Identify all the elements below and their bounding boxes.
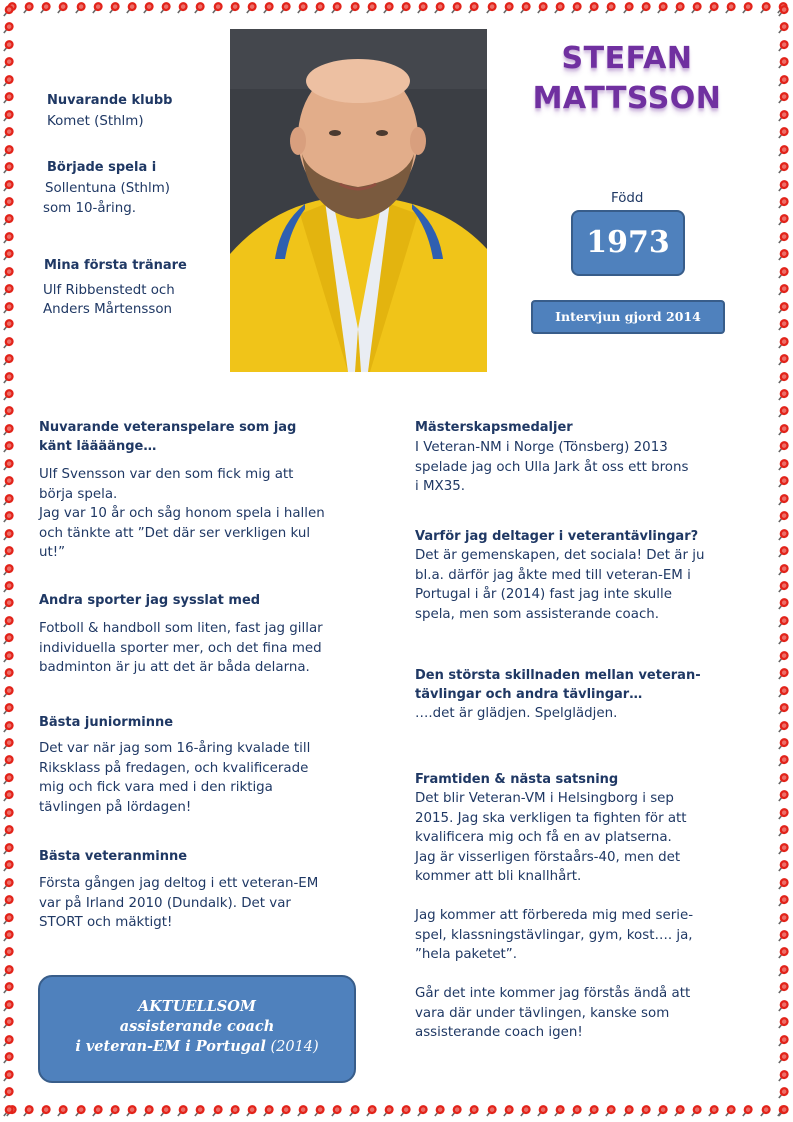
paddle-icon bbox=[1, 161, 15, 175]
paddle-icon bbox=[776, 493, 790, 507]
paddle-icon bbox=[1, 440, 15, 454]
paddle-icon bbox=[776, 91, 790, 105]
difference-label-2: tävlingar och andra tävlingar… bbox=[415, 687, 643, 702]
paddle-icon bbox=[1, 4, 15, 18]
coaches-line1: Ulf Ribbenstedt och bbox=[43, 283, 175, 298]
paddle-icon bbox=[1, 371, 15, 385]
paddle-icon bbox=[1, 789, 15, 803]
paddle-icon bbox=[603, 1, 617, 15]
paddle-icon bbox=[1, 929, 15, 943]
paddle-icon bbox=[158, 1104, 172, 1118]
paddle-icon bbox=[1, 213, 15, 227]
medals-text: I Veteran-NM i Norge (Tönsberg) 2013 spelade jag och Ulla Jark åt oss ett brons i MX35. bbox=[415, 440, 689, 494]
paddle-icon bbox=[552, 1104, 566, 1118]
name-first: STEFAN bbox=[561, 41, 693, 76]
paddle-icon bbox=[776, 842, 790, 856]
paddle-icon bbox=[312, 1104, 326, 1118]
paddle-icon bbox=[776, 475, 790, 489]
paddle-icon bbox=[1, 405, 15, 419]
paddle-icon bbox=[776, 423, 790, 437]
paddle-icon bbox=[776, 632, 790, 646]
paddle-icon bbox=[124, 1104, 138, 1118]
paddle-icon bbox=[38, 1, 52, 15]
paddle-icon bbox=[55, 1104, 69, 1118]
paddle-icon bbox=[261, 1, 275, 15]
veteran-label-1: Nuvarande veteranspelare som jag bbox=[39, 420, 297, 435]
paddle-icon bbox=[1, 475, 15, 489]
paddle-icon bbox=[776, 126, 790, 140]
paddle-icon bbox=[175, 1, 189, 15]
paddle-icon bbox=[776, 720, 790, 734]
paddle-icon bbox=[776, 248, 790, 262]
paddle-icon bbox=[535, 1, 549, 15]
paddle-icon bbox=[107, 1104, 121, 1118]
paddle-icon bbox=[312, 1, 326, 15]
paddle-icon bbox=[723, 1, 737, 15]
paddle-icon bbox=[1, 720, 15, 734]
veteran-label-2: känt läääänge… bbox=[39, 439, 157, 454]
paddle-icon bbox=[776, 1034, 790, 1048]
paddle-icon bbox=[776, 667, 790, 681]
paddle-icon bbox=[1, 21, 15, 35]
sports-label: Andra sporter jag sysslat med bbox=[39, 593, 261, 608]
paddle-icon bbox=[1, 999, 15, 1013]
birth-year-box: 1973 bbox=[571, 210, 685, 276]
paddle-icon bbox=[466, 1104, 480, 1118]
paddle-icon bbox=[518, 1104, 532, 1118]
paddle-icon bbox=[603, 1104, 617, 1118]
paddle-icon bbox=[73, 1104, 87, 1118]
paddle-icon bbox=[1, 39, 15, 53]
paddle-icon bbox=[776, 301, 790, 315]
paddle-icon bbox=[158, 1, 172, 15]
paddle-icon bbox=[1, 964, 15, 978]
paddle-icon bbox=[1, 754, 15, 768]
paddle-icon bbox=[107, 1, 121, 15]
paddle-icon bbox=[1, 1016, 15, 1030]
paddle-icon bbox=[278, 1104, 292, 1118]
paddle-icon bbox=[466, 1, 480, 15]
paddle-icon bbox=[1, 231, 15, 245]
paddle-icon bbox=[1, 1034, 15, 1048]
paddle-icon bbox=[655, 1, 669, 15]
coaches-line2: Anders Mårtensson bbox=[43, 302, 172, 317]
paddle-icon bbox=[776, 109, 790, 123]
paddle-icon bbox=[776, 580, 790, 594]
paddle-icon bbox=[776, 371, 790, 385]
border-right bbox=[776, 0, 792, 1122]
paddle-icon bbox=[364, 1104, 378, 1118]
paddle-icon bbox=[758, 1104, 772, 1118]
paddle-icon bbox=[124, 1, 138, 15]
paddle-icon bbox=[1, 650, 15, 664]
paddle-icon bbox=[776, 894, 790, 908]
paddle-icon bbox=[776, 1104, 790, 1118]
paddle-icon bbox=[776, 510, 790, 524]
future-section bbox=[415, 772, 755, 1043]
paddle-icon bbox=[227, 1, 241, 15]
paddle-icon bbox=[1, 109, 15, 123]
paddle-icon bbox=[776, 1016, 790, 1030]
paddle-icon bbox=[192, 1104, 206, 1118]
paddle-icon bbox=[1, 597, 15, 611]
paddle-icon bbox=[1, 248, 15, 262]
paddle-icon bbox=[1, 1051, 15, 1065]
paddle-icon bbox=[689, 1, 703, 15]
paddle-icon bbox=[244, 1, 258, 15]
paddle-icon bbox=[706, 1, 720, 15]
paddle-icon bbox=[432, 1, 446, 15]
paddle-icon bbox=[210, 1, 224, 15]
paddle-icon bbox=[1, 196, 15, 210]
callout-line1: AKTUELLSOM bbox=[138, 998, 256, 1015]
paddle-icon bbox=[1, 702, 15, 716]
paddle-icon bbox=[1, 91, 15, 105]
paddle-icon bbox=[776, 353, 790, 367]
paddle-icon bbox=[484, 1, 498, 15]
paddle-icon bbox=[689, 1104, 703, 1118]
sports-section bbox=[39, 593, 369, 678]
paddle-icon bbox=[1, 301, 15, 315]
paddle-icon bbox=[347, 1104, 361, 1118]
paddle-icon bbox=[621, 1104, 635, 1118]
paddle-icon bbox=[586, 1104, 600, 1118]
paddle-icon bbox=[776, 318, 790, 332]
name-last: MATTSSON bbox=[532, 81, 722, 116]
paddle-icon bbox=[776, 685, 790, 699]
paddle-icon bbox=[295, 1, 309, 15]
vetmem-label: Bästa veteranminne bbox=[39, 849, 188, 864]
paddle-icon bbox=[1, 946, 15, 960]
paddle-icon bbox=[776, 597, 790, 611]
born-label: Född bbox=[611, 191, 644, 206]
paddle-icon bbox=[776, 213, 790, 227]
paddle-icon bbox=[1, 510, 15, 524]
paddle-icon bbox=[244, 1104, 258, 1118]
club-value: Komet (Sthlm) bbox=[47, 114, 144, 129]
paddle-icon bbox=[776, 807, 790, 821]
paddle-icon bbox=[776, 929, 790, 943]
paddle-icon bbox=[1, 126, 15, 140]
difference-label-1: Den största skillnaden mellan veteran- bbox=[415, 668, 701, 683]
paddle-icon bbox=[776, 4, 790, 18]
paddle-icon bbox=[73, 1, 87, 15]
paddle-icon bbox=[1, 842, 15, 856]
paddle-icon bbox=[776, 650, 790, 664]
paddle-icon bbox=[1, 458, 15, 472]
paddle-icon bbox=[227, 1104, 241, 1118]
paddle-icon bbox=[501, 1104, 515, 1118]
paddle-icon bbox=[38, 1104, 52, 1118]
paddle-icon bbox=[569, 1, 583, 15]
paddle-icon bbox=[1, 353, 15, 367]
why-section bbox=[415, 529, 745, 624]
paddle-icon bbox=[1, 144, 15, 158]
junior-label: Bästa juniorminne bbox=[39, 715, 174, 730]
paddle-icon bbox=[381, 1, 395, 15]
paddle-icon bbox=[776, 283, 790, 297]
medals-label: Mästerskapsmedaljer bbox=[415, 420, 573, 435]
paddle-icon bbox=[655, 1104, 669, 1118]
paddle-icon bbox=[518, 1, 532, 15]
paddle-icon bbox=[776, 981, 790, 995]
difference-section bbox=[415, 666, 755, 724]
callout-line3: i veteran-EM i Portugal (2014) bbox=[75, 1038, 319, 1055]
callout-line2: assisterande coach bbox=[119, 1018, 275, 1035]
paddle-icon bbox=[1, 336, 15, 350]
paddle-icon bbox=[776, 388, 790, 402]
paddle-icon bbox=[210, 1104, 224, 1118]
paddle-icon bbox=[776, 772, 790, 786]
paddle-icon bbox=[776, 56, 790, 70]
paddle-icon bbox=[501, 1, 515, 15]
paddle-icon bbox=[776, 266, 790, 280]
paddle-icon bbox=[706, 1104, 720, 1118]
difference-text: ….det är glädjen. Spelglädjen. bbox=[415, 706, 618, 721]
paddle-icon bbox=[776, 1051, 790, 1065]
paddle-icon bbox=[261, 1104, 275, 1118]
paddle-icon bbox=[776, 144, 790, 158]
player-name bbox=[532, 43, 722, 115]
paddle-icon bbox=[1, 423, 15, 437]
paddle-icon bbox=[740, 1104, 754, 1118]
paddle-icon bbox=[776, 440, 790, 454]
vetmem-section bbox=[39, 849, 369, 933]
paddle-icon bbox=[1, 894, 15, 908]
paddle-icon bbox=[21, 1, 35, 15]
paddle-icon bbox=[1, 388, 15, 402]
future-text: Det blir Veteran-VM i Helsingborg i sep 2015. Jag ska verkligen ta fighten för att kvalificera mig och få en av platserna. Jag är visserligen förstaårs-40, men det kommer att bli knallhårt. Jag kommer att förbereda mig med serie- spel, klassningstävlingar, gym, kost…. ja, ”hela paketet”. Går det inte kommer jag förstås ändå att vara där under tävlingen, kanske som assisterande coach igen! bbox=[415, 791, 694, 1040]
paddle-icon bbox=[1, 56, 15, 70]
paddle-icon bbox=[776, 336, 790, 350]
paddle-icon bbox=[329, 1, 343, 15]
paddle-icon bbox=[21, 1104, 35, 1118]
paddle-icon bbox=[776, 999, 790, 1013]
paddle-icon bbox=[776, 859, 790, 873]
junior-section bbox=[39, 715, 369, 817]
paddle-icon bbox=[1, 563, 15, 577]
paddle-icon bbox=[449, 1104, 463, 1118]
started-label: Började spela i bbox=[47, 160, 157, 175]
current-role-callout bbox=[38, 975, 356, 1083]
paddle-icon bbox=[1, 824, 15, 838]
paddle-icon bbox=[776, 737, 790, 751]
paddle-icon bbox=[776, 912, 790, 926]
paddle-icon bbox=[776, 563, 790, 577]
paddle-icon bbox=[1, 580, 15, 594]
paddle-icon bbox=[278, 1, 292, 15]
paddle-icon bbox=[776, 39, 790, 53]
paddle-icon bbox=[776, 964, 790, 978]
paddle-icon bbox=[776, 528, 790, 542]
future-label: Framtiden & nästa satsning bbox=[415, 772, 619, 787]
paddle-icon bbox=[1, 912, 15, 926]
paddle-icon bbox=[776, 754, 790, 768]
paddle-icon bbox=[569, 1104, 583, 1118]
paddle-icon bbox=[776, 405, 790, 419]
paddle-icon bbox=[295, 1104, 309, 1118]
paddle-icon bbox=[1, 685, 15, 699]
paddle-icon bbox=[1, 772, 15, 786]
paddle-icon bbox=[175, 1104, 189, 1118]
paddle-icon bbox=[141, 1, 155, 15]
paddle-icon bbox=[1, 981, 15, 995]
paddle-icon bbox=[638, 1104, 652, 1118]
border-top bbox=[0, 1, 793, 17]
paddle-icon bbox=[1, 632, 15, 646]
paddle-icon bbox=[415, 1104, 429, 1118]
paddle-icon bbox=[535, 1104, 549, 1118]
junior-text: Det var när jag som 16-åring kvalade till Riksklass på fredagen, och kvalificerade mig och fick vara med i den riktiga tävlingen på lördagen! bbox=[39, 741, 311, 815]
paddle-icon bbox=[1, 877, 15, 891]
paddle-icon bbox=[723, 1104, 737, 1118]
paddle-icon bbox=[398, 1, 412, 15]
paddle-icon bbox=[329, 1104, 343, 1118]
paddle-icon bbox=[776, 1086, 790, 1100]
paddle-icon bbox=[776, 702, 790, 716]
paddle-icon bbox=[1, 266, 15, 280]
paddle-icon bbox=[621, 1, 635, 15]
paddle-icon bbox=[90, 1104, 104, 1118]
paddle-icon bbox=[1, 1104, 15, 1118]
paddle-icon bbox=[1, 737, 15, 751]
paddle-icon bbox=[1, 528, 15, 542]
paddle-icon bbox=[90, 1, 104, 15]
paddle-icon bbox=[1, 545, 15, 559]
paddle-icon bbox=[1, 667, 15, 681]
paddle-icon bbox=[776, 196, 790, 210]
paddle-icon bbox=[55, 1, 69, 15]
paddle-icon bbox=[776, 74, 790, 88]
paddle-icon bbox=[776, 161, 790, 175]
paddle-icon bbox=[381, 1104, 395, 1118]
paddle-icon bbox=[638, 1, 652, 15]
paddle-icon bbox=[398, 1104, 412, 1118]
paddle-icon bbox=[776, 789, 790, 803]
paddle-icon bbox=[740, 1, 754, 15]
paddle-icon bbox=[776, 179, 790, 193]
veteran-section bbox=[39, 418, 369, 563]
paddle-icon bbox=[776, 946, 790, 960]
why-text: Det är gemenskapen, det sociala! Det är ju bl.a. därför jag åkte med till veteran-EM i Portugal i år (2014) fast jag inte skulle spela, men som assisterande coach. bbox=[415, 548, 705, 622]
veteran-text: Ulf Svensson var den som fick mig att börja spela. Jag var 10 år och såg honom spela i hallen och tänkte att ”Det där ser verkligen kul ut!” bbox=[39, 467, 325, 560]
paddle-icon bbox=[776, 21, 790, 35]
medals-section bbox=[415, 420, 745, 497]
paddle-icon bbox=[449, 1, 463, 15]
paddle-icon bbox=[1, 859, 15, 873]
started-line2: som 10-åring. bbox=[43, 201, 137, 216]
interview-note-box: Intervjun gjord 2014 bbox=[531, 300, 725, 334]
paddle-icon bbox=[776, 231, 790, 245]
paddle-icon bbox=[1, 493, 15, 507]
paddle-icon bbox=[776, 824, 790, 838]
paddle-icon bbox=[415, 1, 429, 15]
paddle-icon bbox=[1, 179, 15, 193]
paddle-icon bbox=[776, 1069, 790, 1083]
paddle-icon bbox=[347, 1, 361, 15]
paddle-icon bbox=[1, 283, 15, 297]
paddle-icon bbox=[776, 458, 790, 472]
club-label: Nuvarande klubb bbox=[47, 93, 173, 108]
paddle-icon bbox=[1, 1086, 15, 1100]
sports-text: Fotboll & handboll som liten, fast jag gillar individuella sporter mer, och det fina med badminton är ju att det är båda delarna. bbox=[39, 621, 323, 675]
portrait-photo bbox=[230, 29, 487, 372]
paddle-icon bbox=[1, 1069, 15, 1083]
paddle-icon bbox=[552, 1, 566, 15]
paddle-icon bbox=[776, 615, 790, 629]
why-label: Varför jag deltager i veterantävlingar? bbox=[415, 529, 699, 544]
paddle-icon bbox=[1, 74, 15, 88]
paddle-icon bbox=[776, 877, 790, 891]
paddle-icon bbox=[1, 615, 15, 629]
paddle-icon bbox=[1, 807, 15, 821]
paddle-icon bbox=[672, 1, 686, 15]
paddle-icon bbox=[586, 1, 600, 15]
paddle-icon bbox=[1, 318, 15, 332]
paddle-icon bbox=[192, 1, 206, 15]
vetmem-text: Första gången jag deltog i ett veteran-EM var på Irland 2010 (Dundalk). Det var STORT och mäktigt! bbox=[39, 876, 319, 930]
paddle-icon bbox=[141, 1104, 155, 1118]
paddle-icon bbox=[484, 1104, 498, 1118]
paddle-icon bbox=[672, 1104, 686, 1118]
paddle-icon bbox=[776, 545, 790, 559]
border-left bbox=[1, 0, 17, 1122]
coaches-label: Mina första tränare bbox=[44, 258, 187, 273]
started-line1: Sollentuna (Sthlm) bbox=[45, 181, 170, 196]
border-bottom bbox=[0, 1104, 793, 1120]
paddle-icon bbox=[432, 1104, 446, 1118]
paddle-icon bbox=[364, 1, 378, 15]
paddle-icon bbox=[758, 1, 772, 15]
